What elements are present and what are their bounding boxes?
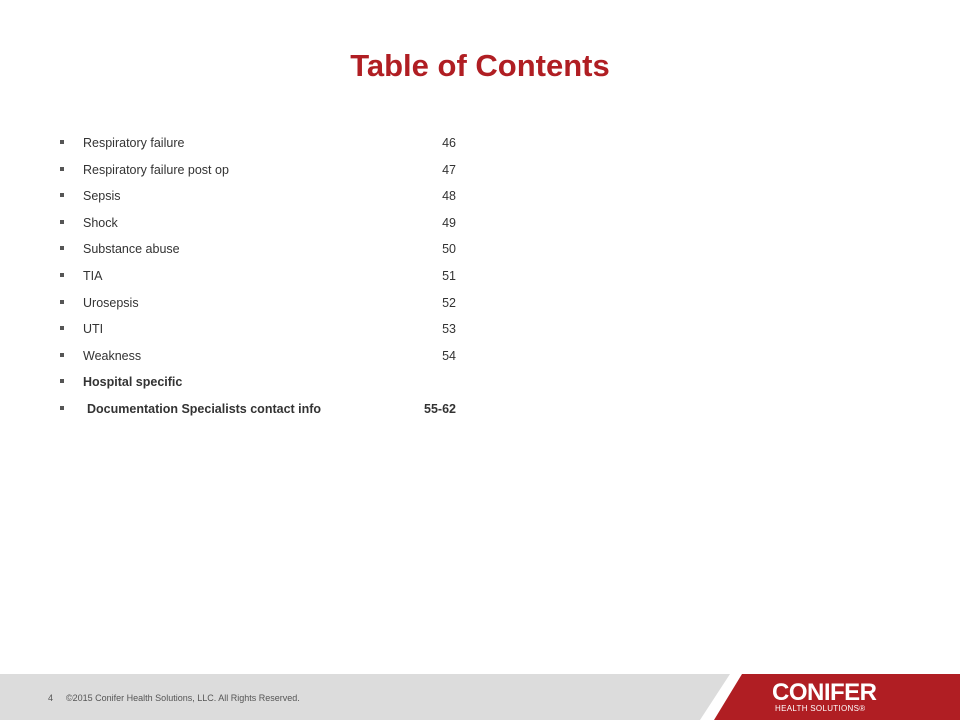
toc-item-hospital-specific[interactable]: [60, 371, 480, 398]
toc-item[interactable]: [60, 318, 480, 345]
square-bullet-icon: [60, 326, 64, 330]
square-bullet-icon: [60, 379, 64, 383]
toc-item-page: 50: [442, 242, 456, 257]
logo-wordmark: CONIFER: [772, 679, 877, 706]
toc-item-label: Substance abuse: [83, 242, 180, 257]
square-bullet-icon: [60, 220, 64, 224]
toc-item[interactable]: [60, 292, 480, 319]
logo-tagline: HEALTH SOLUTIONS®: [775, 704, 866, 713]
toc-item-label: Shock: [83, 215, 118, 230]
toc-item-page: 53: [442, 322, 456, 337]
toc-item-page: 51: [442, 268, 456, 283]
toc-item[interactable]: [60, 159, 480, 186]
slide-number: 4: [48, 693, 54, 703]
toc-item-page: 49: [442, 215, 456, 230]
toc-item-page: 52: [442, 295, 456, 310]
toc-item[interactable]: [60, 185, 480, 212]
toc-item[interactable]: [60, 265, 480, 292]
toc-item[interactable]: [60, 132, 480, 159]
square-bullet-icon: [60, 167, 64, 171]
toc-item-label: Respiratory failure: [83, 136, 185, 150]
square-bullet-icon: [60, 300, 64, 304]
toc-item-label: Documentation Specialists contact info: [87, 401, 322, 416]
toc-item-label: Respiratory failure post op: [83, 162, 229, 177]
toc-item-page: 46: [442, 136, 456, 150]
toc-item[interactable]: [60, 212, 480, 239]
toc-item-contact-info[interactable]: [60, 398, 480, 425]
toc-item-label: Sepsis: [83, 189, 121, 204]
page-title: Table of Contents: [350, 48, 610, 83]
square-bullet-icon: [60, 246, 64, 250]
toc-item-page: 55-62: [424, 401, 456, 416]
toc-item-page: 47: [442, 162, 456, 177]
square-bullet-icon: [60, 353, 64, 357]
toc-item-label: Hospital specific: [83, 375, 183, 390]
square-bullet-icon: [60, 406, 64, 410]
square-bullet-icon: [60, 193, 64, 197]
toc-item-page: 48: [442, 189, 456, 204]
toc-item-label: Weakness: [83, 348, 142, 363]
toc-item[interactable]: [60, 238, 480, 265]
table-of-contents-list: [60, 132, 480, 425]
copyright-text: ©2015 Conifer Health Solutions, LLC. All Rights Reserved.: [66, 693, 300, 703]
square-bullet-icon: [60, 140, 64, 144]
toc-item-page: 54: [442, 348, 456, 363]
square-bullet-icon: [60, 273, 64, 277]
toc-item-label: UTI: [83, 322, 104, 337]
toc-item[interactable]: [60, 345, 480, 372]
toc-item-label: TIA: [83, 268, 103, 283]
toc-item-label: Urosepsis: [83, 295, 139, 310]
